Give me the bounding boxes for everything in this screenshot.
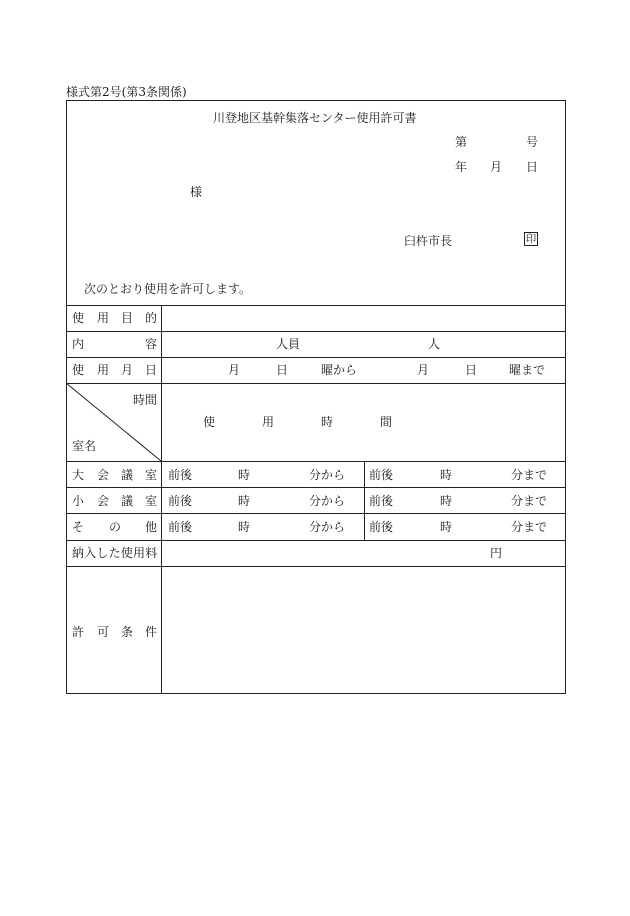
usage-time-heading-3: 時 — [321, 415, 334, 429]
fee-label: 納入した使用料 — [72, 546, 158, 560]
content-label-1: 内 — [72, 337, 85, 351]
start-hour: 時 — [238, 468, 251, 482]
end-minute: 分まで — [511, 468, 548, 482]
use-month-2: 月 — [417, 363, 430, 377]
purpose-label-4: 的 — [145, 311, 158, 325]
use-from: 曜から — [321, 363, 358, 377]
date-day: 日 — [526, 160, 539, 174]
end-ampm: 前後 — [369, 468, 394, 482]
room-label: の — [109, 520, 122, 534]
start-hour: 時 — [238, 520, 251, 534]
start-hour: 時 — [238, 494, 251, 508]
date-label-1: 使 — [72, 363, 85, 377]
end-ampm: 前後 — [369, 520, 394, 534]
label-column-divider — [161, 305, 162, 694]
time-column-divider — [364, 461, 365, 540]
start-ampm: 前後 — [168, 468, 193, 482]
date-label-4: 日 — [145, 363, 158, 377]
content-label-2: 容 — [145, 337, 158, 351]
room-label: 室 — [145, 468, 158, 482]
end-minute: 分まで — [511, 520, 548, 534]
row-divider — [66, 305, 566, 306]
number-prefix: 第 — [455, 135, 468, 149]
people-unit: 人 — [428, 337, 441, 351]
conditions-label-2: 可 — [97, 625, 110, 639]
end-hour: 時 — [440, 520, 453, 534]
end-hour: 時 — [440, 468, 453, 482]
people-label: 人員 — [276, 337, 301, 351]
room-label: 小 — [72, 494, 85, 508]
corner-room-label: 室名 — [72, 439, 97, 453]
document-title: 川登地区基幹集落センター使用許可書 — [213, 111, 417, 125]
usage-time-heading-4: 間 — [380, 415, 393, 429]
number-suffix: 号 — [526, 135, 539, 149]
start-minute: 分から — [309, 468, 346, 482]
end-ampm: 前後 — [369, 494, 394, 508]
end-minute: 分まで — [511, 494, 548, 508]
intro-text: 次のとおり使用を許可します。 — [84, 282, 252, 296]
form-number-label: 様式第2号(第3条関係) — [66, 85, 187, 99]
conditions-label-1: 許 — [72, 625, 85, 639]
room-label: 議 — [121, 494, 134, 508]
issuer-title: 臼杵市長 — [404, 234, 453, 248]
conditions-label-4: 件 — [145, 625, 158, 639]
start-minute: 分から — [309, 494, 346, 508]
row-divider — [66, 487, 566, 488]
use-day: 日 — [276, 363, 289, 377]
room-label: 大 — [72, 468, 85, 482]
room-label: 会 — [97, 494, 110, 508]
row-divider — [66, 513, 566, 514]
date-label-2: 用 — [97, 363, 110, 377]
room-label: 議 — [121, 468, 134, 482]
start-ampm: 前後 — [168, 520, 193, 534]
addressee-suffix: 様 — [190, 185, 203, 199]
row-divider — [66, 331, 566, 332]
end-hour: 時 — [440, 494, 453, 508]
use-month: 月 — [228, 363, 241, 377]
usage-time-heading-1: 使 — [203, 415, 216, 429]
fee-unit: 円 — [490, 546, 503, 560]
row-divider — [66, 357, 566, 358]
conditions-label-3: 条 — [121, 625, 134, 639]
seal-mark: 印 — [525, 233, 537, 245]
room-label: そ — [72, 520, 85, 534]
date-label-3: 月 — [121, 363, 134, 377]
purpose-label-1: 使 — [72, 311, 85, 325]
row-divider — [66, 540, 566, 541]
use-until: 曜まで — [509, 363, 546, 377]
row-divider — [66, 461, 566, 462]
use-day-2: 日 — [465, 363, 478, 377]
start-ampm: 前後 — [168, 494, 193, 508]
start-minute: 分から — [309, 520, 346, 534]
room-label: 室 — [145, 494, 158, 508]
room-label: 他 — [145, 520, 158, 534]
purpose-label-2: 用 — [97, 311, 110, 325]
usage-time-heading-2: 用 — [262, 415, 275, 429]
corner-time-label: 時間 — [133, 393, 158, 407]
date-month: 月 — [490, 160, 503, 174]
row-divider — [66, 566, 566, 567]
date-year: 年 — [455, 160, 468, 174]
purpose-label-3: 目 — [121, 311, 134, 325]
room-label: 会 — [97, 468, 110, 482]
